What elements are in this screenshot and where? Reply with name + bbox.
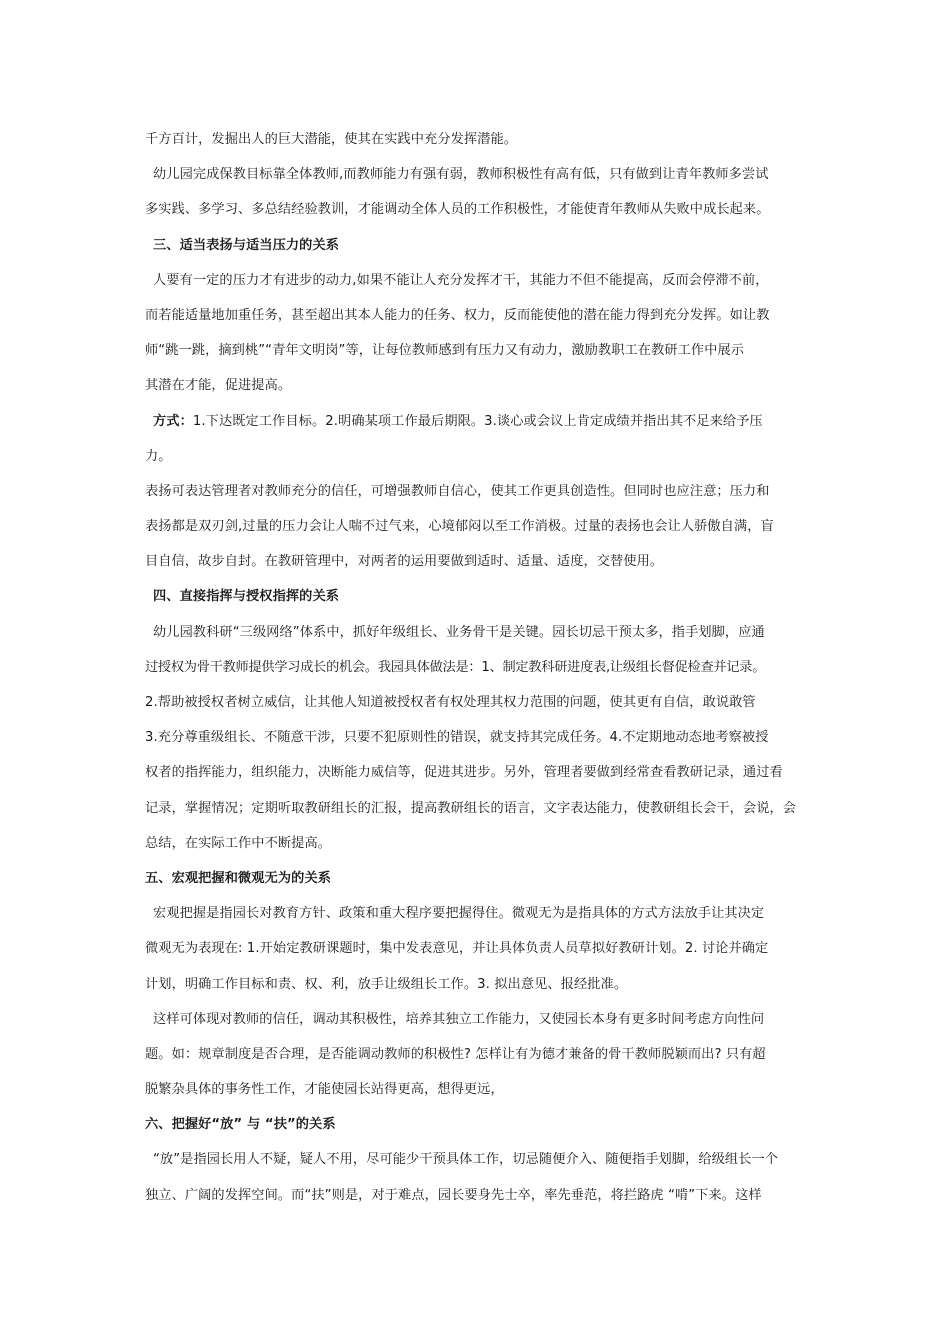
paragraph-line: 脱繁杂具体的事务性工作，才能使园长站得更高，想得更远， <box>145 1082 504 1098</box>
paragraph-line: 总结，在实际工作中不断提高。 <box>145 835 332 851</box>
paragraph-line: 师“跳一跳，摘到桃”“青年文明岗”等，让每位教师感到有压力又有动力，激励教职工在教研工作中展示 <box>145 343 745 359</box>
paragraph-line: 记录，掌握情况；定期听取教研组长的汇报，提高教研组长的语言，文字表达能力，使教研组长会干，会说，会 <box>145 800 797 816</box>
paragraph-line: 千方百计，发掘出人的巨大潜能，使其在实践中充分发挥潜能。 <box>145 132 518 147</box>
paragraph-line: 力。 <box>145 448 172 464</box>
paragraph-line: 表扬都是双刃剑,过量的压力会让人喘不过气来，心境郁闷以至工作消极。过量的表扬也会让人骄傲自满，盲 <box>145 519 774 535</box>
section-heading: 四、直接指挥与授权指挥的关系 <box>153 589 340 605</box>
paragraph-line: 微观无为表现在: 1.开始定教研课题时，集中发表意见，并让具体负责人员草拟好教研计划。2. 讨论并确定 <box>145 941 769 957</box>
paragraph-line: 题。如：规章制度是否合理，是否能调动教师的积极性? 怎样让有为德才兼备的骨干教师脱颖而出? 只有超 <box>145 1046 766 1062</box>
paragraph-line: 计划，明确工作目标和责、权、利，放手让级组长工作。3. 拟出意见、报经批准。 <box>145 976 628 992</box>
section-heading: 六、把握好“放” 与 “扶”的关系 <box>145 1117 336 1133</box>
paragraph-line: 独立、广阔的发挥空间。而“扶”则是，对于难点，园长要身先士卒，率先垂范，将拦路虎 “啃”下来。这样 <box>145 1187 762 1203</box>
paragraph-line: 目自信，故步自封。在教研管理中，对两者的运用要做到适时、适量、适度，交替使用。 <box>145 554 664 570</box>
paragraph-line: 2.帮助被授权者树立威信，让其他人知道被授权者有权处理其权力范围的问题，使其更有自信，敢说敢管 <box>145 695 756 710</box>
paragraph-line: 多实践、多学习、多总结经验教训，才能调动全体人员的工作积极性，才能使青年教师从失败中成长起来。 <box>145 202 770 218</box>
paragraph-line: 幼儿园教科研“三级网络”体系中，抓好年级组长、业务骨干是关键。园长切忌干预太多，指手划脚，应通 <box>153 624 765 640</box>
paragraph-line: 这样可体现对教师的信任，调动其积极性，培养其独立工作能力，又使园长本身有更多时间考虑方向性问 <box>153 1011 765 1027</box>
paragraph-line: 表扬可表达管理者对教师充分的信任，可增强教师自信心，使其工作更具创造性。但同时也应注意；压力和 <box>145 483 770 499</box>
method-text: 1.下达既定工作目标。2.明确某项工作最后期限。3.谈心或会议上肯定成绩并指出其不足来给予压 <box>192 413 763 429</box>
section-heading: 五、宏观把握和微观无为的关系 <box>145 870 332 886</box>
paragraph-line: 宏观把握是指园长对教育方针、政策和重大程序要把握得住。微观无为是指具体的方式方法放手让其决定 <box>153 906 765 922</box>
paragraph-line: 人要有一定的压力才有进步的动力,如果不能让人充分发挥才干，其能力不但不能提高，反而会停滞不前， <box>153 272 769 288</box>
method-label: 方式： <box>153 413 193 429</box>
paragraph-line: 其潜在才能，促进提高。 <box>145 378 292 394</box>
section-heading: 三、适当表扬与适当压力的关系 <box>153 237 340 253</box>
paragraph-line: 幼儿园完成保教目标靠全体教师,而教师能力有强有弱，教师积极性有高有低，只有做到让青年教师多尝试 <box>153 167 769 183</box>
paragraph-line: 权者的指挥能力，组织能力，决断能力威信等，促进其进步。另外，管理者要做到经常查看教研记录，通过看 <box>145 765 783 781</box>
paragraph-line: 3.充分尊重级组长、不随意干涉，只要不犯原则性的错误，就支持其完成任务。4.不定期地动态地考察被授 <box>145 730 769 746</box>
paragraph-line: 而若能适量地加重任务，甚至超出其本人能力的任务、权力，反而能使他的潜在能力得到充分发挥。如让教 <box>145 307 770 323</box>
document-page <box>145 122 813 1213</box>
paragraph-line: “放”是指园长用人不疑，疑人不用，尽可能少干预具体工作，切忌随便介入、随便指手划脚，给级组长一个 <box>153 1152 779 1168</box>
method-line <box>145 404 813 439</box>
paragraph-line: 过授权为骨干教师提供学习成长的机会。我园具体做法是：1、制定教科研进度表,让级组长督促检查并记录。 <box>145 659 766 675</box>
